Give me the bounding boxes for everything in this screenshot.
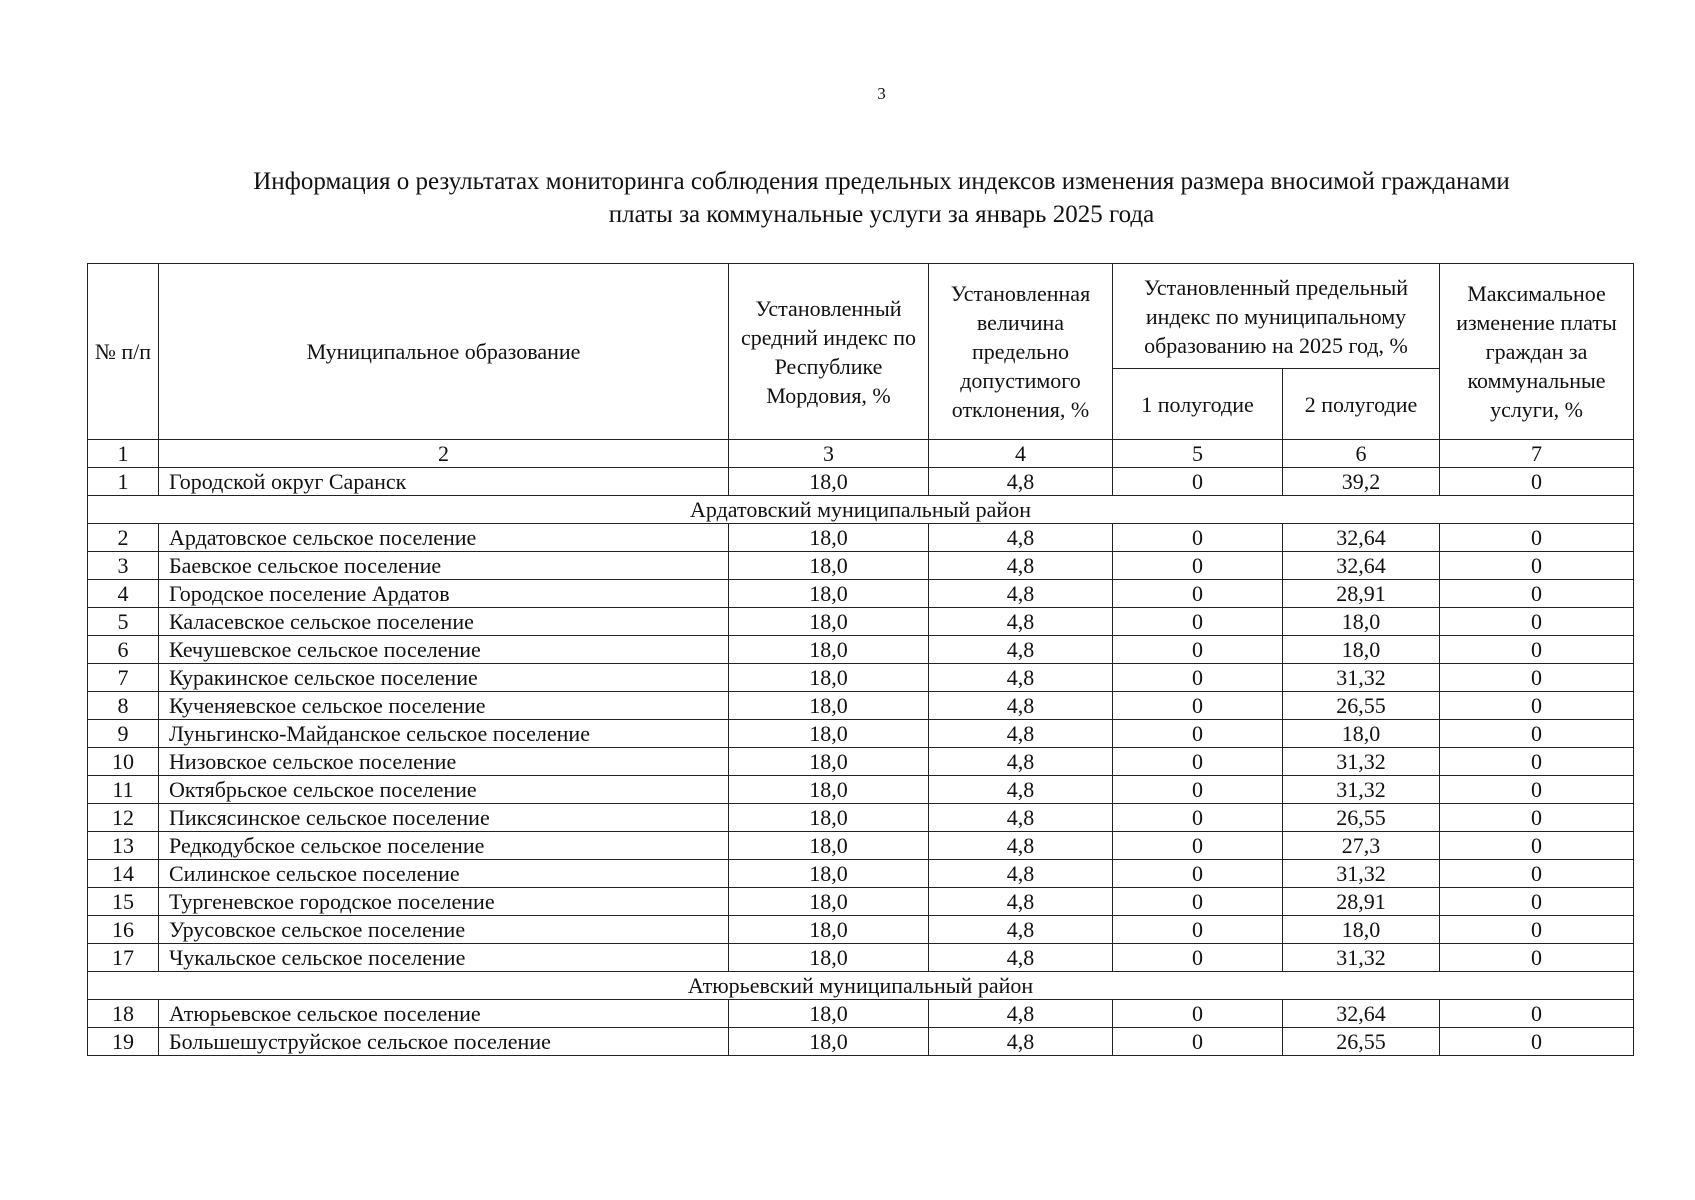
column-number: 7 xyxy=(1440,440,1634,468)
column-number: 4 xyxy=(929,440,1113,468)
row-max-change: 0 xyxy=(1440,860,1634,888)
row-municipality: Баевское сельское поселение xyxy=(159,552,729,580)
row-number: 9 xyxy=(88,720,159,748)
row-half-2: 32,64 xyxy=(1283,552,1440,580)
row-municipality: Атюрьевское сельское поселение xyxy=(159,1000,729,1028)
row-avg-index: 18,0 xyxy=(729,832,929,860)
row-deviation: 4,8 xyxy=(929,804,1113,832)
row-half-2: 31,32 xyxy=(1283,860,1440,888)
row-deviation: 4,8 xyxy=(929,1000,1113,1028)
row-deviation: 4,8 xyxy=(929,664,1113,692)
row-deviation: 4,8 xyxy=(929,720,1113,748)
row-number: 17 xyxy=(88,944,159,972)
row-half-1: 0 xyxy=(1113,832,1283,860)
row-max-change: 0 xyxy=(1440,608,1634,636)
column-number: 5 xyxy=(1113,440,1283,468)
row-avg-index: 18,0 xyxy=(729,524,929,552)
row-half-2: 18,0 xyxy=(1283,608,1440,636)
row-half-2: 32,64 xyxy=(1283,524,1440,552)
row-half-2: 39,2 xyxy=(1283,468,1440,496)
table-header xyxy=(88,264,1634,440)
row-deviation: 4,8 xyxy=(929,748,1113,776)
row-half-2: 31,32 xyxy=(1283,944,1440,972)
table-row xyxy=(88,888,1634,916)
row-half-1: 0 xyxy=(1113,580,1283,608)
row-max-change: 0 xyxy=(1440,944,1634,972)
row-half-1: 0 xyxy=(1113,944,1283,972)
row-half-1: 0 xyxy=(1113,916,1283,944)
row-municipality: Тургеневское городское поселение xyxy=(159,888,729,916)
column-number: 1 xyxy=(88,440,159,468)
row-half-1: 0 xyxy=(1113,692,1283,720)
row-avg-index: 18,0 xyxy=(729,804,929,832)
row-number: 4 xyxy=(88,580,159,608)
row-max-change: 0 xyxy=(1440,692,1634,720)
row-deviation: 4,8 xyxy=(929,1028,1113,1056)
title-line-1: Информация о результатах мониторинга соблюдения предельных индексов изменения размера вносимой гражданами xyxy=(253,168,1510,195)
page-number: 3 xyxy=(877,84,886,103)
row-avg-index: 18,0 xyxy=(729,720,929,748)
row-deviation: 4,8 xyxy=(929,524,1113,552)
row-deviation: 4,8 xyxy=(929,916,1113,944)
row-half-2: 26,55 xyxy=(1283,692,1440,720)
row-max-change: 0 xyxy=(1440,1000,1634,1028)
header-num: № п/п xyxy=(88,264,159,440)
row-municipality: Урусовское сельское поселение xyxy=(159,916,729,944)
table-row xyxy=(88,832,1634,860)
row-deviation: 4,8 xyxy=(929,468,1113,496)
row-deviation: 4,8 xyxy=(929,608,1113,636)
row-avg-index: 18,0 xyxy=(729,608,929,636)
row-deviation: 4,8 xyxy=(929,944,1113,972)
row-municipality: Октябрьское сельское поселение xyxy=(159,776,729,804)
row-half-2: 26,55 xyxy=(1283,1028,1440,1056)
row-avg-index: 18,0 xyxy=(729,636,929,664)
table-row xyxy=(88,468,1634,496)
row-half-2: 32,64 xyxy=(1283,1000,1440,1028)
row-max-change: 0 xyxy=(1440,636,1634,664)
row-municipality: Пиксясинское сельское поселение xyxy=(159,804,729,832)
row-avg-index: 18,0 xyxy=(729,888,929,916)
row-number: 6 xyxy=(88,636,159,664)
row-number: 7 xyxy=(88,664,159,692)
table-row xyxy=(88,748,1634,776)
row-half-2: 27,3 xyxy=(1283,832,1440,860)
row-avg-index: 18,0 xyxy=(729,1028,929,1056)
row-avg-index: 18,0 xyxy=(729,776,929,804)
row-avg-index: 18,0 xyxy=(729,944,929,972)
row-max-change: 0 xyxy=(1440,664,1634,692)
header-municipality: Муниципальное образование xyxy=(159,264,729,440)
table-row xyxy=(88,636,1634,664)
table-row xyxy=(88,580,1634,608)
row-half-1: 0 xyxy=(1113,636,1283,664)
row-half-2: 18,0 xyxy=(1283,720,1440,748)
row-avg-index: 18,0 xyxy=(729,580,929,608)
table-row xyxy=(88,860,1634,888)
title-line-2: платы за коммунальные услуги за январь 2025 года xyxy=(608,201,1155,228)
row-half-1: 0 xyxy=(1113,552,1283,580)
row-municipality: Городской округ Саранск xyxy=(159,468,729,496)
row-deviation: 4,8 xyxy=(929,692,1113,720)
row-number: 1 xyxy=(88,468,159,496)
row-avg-index: 18,0 xyxy=(729,468,929,496)
row-number: 12 xyxy=(88,804,159,832)
table-row xyxy=(88,552,1634,580)
row-half-1: 0 xyxy=(1113,720,1283,748)
row-municipality: Кученяевское сельское поселение xyxy=(159,692,729,720)
table-row xyxy=(88,916,1634,944)
header-deviation: Установленная величина предельно допустимого отклонения, % xyxy=(929,264,1113,440)
table-row xyxy=(88,1028,1634,1056)
row-municipality: Большешуструйское сельское поселение xyxy=(159,1028,729,1056)
row-deviation: 4,8 xyxy=(929,636,1113,664)
table-row xyxy=(88,608,1634,636)
row-number: 19 xyxy=(88,1028,159,1056)
row-avg-index: 18,0 xyxy=(729,860,929,888)
table-row xyxy=(88,524,1634,552)
row-half-2: 28,91 xyxy=(1283,888,1440,916)
row-municipality: Низовское сельское поселение xyxy=(159,748,729,776)
row-half-2: 28,91 xyxy=(1283,580,1440,608)
row-half-1: 0 xyxy=(1113,860,1283,888)
row-half-1: 0 xyxy=(1113,1000,1283,1028)
row-deviation: 4,8 xyxy=(929,888,1113,916)
row-number: 2 xyxy=(88,524,159,552)
row-max-change: 0 xyxy=(1440,832,1634,860)
row-municipality: Редкодубское сельское поселение xyxy=(159,832,729,860)
district-title: Ардатовский муниципальный район xyxy=(88,496,1634,524)
row-deviation: 4,8 xyxy=(929,552,1113,580)
table-row xyxy=(88,804,1634,832)
row-half-2: 18,0 xyxy=(1283,636,1440,664)
row-municipality: Городское поселение Ардатов xyxy=(159,580,729,608)
row-half-1: 0 xyxy=(1113,608,1283,636)
row-avg-index: 18,0 xyxy=(729,748,929,776)
table-row xyxy=(88,944,1634,972)
row-half-1: 0 xyxy=(1113,776,1283,804)
row-deviation: 4,8 xyxy=(929,776,1113,804)
row-half-2: 18,0 xyxy=(1283,916,1440,944)
row-max-change: 0 xyxy=(1440,916,1634,944)
row-deviation: 4,8 xyxy=(929,832,1113,860)
column-number: 3 xyxy=(729,440,929,468)
row-number: 11 xyxy=(88,776,159,804)
row-max-change: 0 xyxy=(1440,720,1634,748)
district-row xyxy=(88,496,1634,524)
row-max-change: 0 xyxy=(1440,776,1634,804)
row-half-2: 31,32 xyxy=(1283,748,1440,776)
district-row xyxy=(88,972,1634,1000)
row-municipality: Луньгинско-Майданское сельское поселение xyxy=(159,720,729,748)
row-max-change: 0 xyxy=(1440,524,1634,552)
header-half-2: 2 полугодие xyxy=(1283,369,1440,440)
table-row xyxy=(88,692,1634,720)
row-half-1: 0 xyxy=(1113,1028,1283,1056)
column-number-row xyxy=(88,440,1634,468)
table-row xyxy=(88,664,1634,692)
row-half-1: 0 xyxy=(1113,804,1283,832)
row-number: 5 xyxy=(88,608,159,636)
column-number: 2 xyxy=(159,440,729,468)
row-half-1: 0 xyxy=(1113,888,1283,916)
table-row xyxy=(88,776,1634,804)
row-avg-index: 18,0 xyxy=(729,916,929,944)
row-half-2: 26,55 xyxy=(1283,804,1440,832)
row-half-1: 0 xyxy=(1113,664,1283,692)
monitoring-table xyxy=(87,263,1634,1056)
row-number: 13 xyxy=(88,832,159,860)
row-max-change: 0 xyxy=(1440,888,1634,916)
document-title xyxy=(100,165,1663,231)
row-half-1: 0 xyxy=(1113,748,1283,776)
row-max-change: 0 xyxy=(1440,580,1634,608)
row-avg-index: 18,0 xyxy=(729,1000,929,1028)
row-half-1: 0 xyxy=(1113,468,1283,496)
header-half-1: 1 полугодие xyxy=(1113,369,1283,440)
row-max-change: 0 xyxy=(1440,468,1634,496)
row-number: 8 xyxy=(88,692,159,720)
row-half-2: 31,32 xyxy=(1283,776,1440,804)
row-avg-index: 18,0 xyxy=(729,692,929,720)
row-deviation: 4,8 xyxy=(929,580,1113,608)
row-number: 14 xyxy=(88,860,159,888)
row-max-change: 0 xyxy=(1440,804,1634,832)
row-municipality: Куракинское сельское поселение xyxy=(159,664,729,692)
row-municipality: Силинское сельское поселение xyxy=(159,860,729,888)
header-avg-index: Установленный средний индекс по Республике Мордовия, % xyxy=(729,264,929,440)
header-limit-index: Установленный предельный индекс по муниципальному образованию на 2025 год, % xyxy=(1113,264,1440,369)
header-max-change: Максимальное изменение платы граждан за коммунальные услуги, % xyxy=(1440,264,1634,440)
row-municipality: Чукальское сельское поселение xyxy=(159,944,729,972)
row-half-2: 31,32 xyxy=(1283,664,1440,692)
column-number: 6 xyxy=(1283,440,1440,468)
row-max-change: 0 xyxy=(1440,748,1634,776)
row-avg-index: 18,0 xyxy=(729,664,929,692)
row-half-1: 0 xyxy=(1113,524,1283,552)
row-max-change: 0 xyxy=(1440,1028,1634,1056)
row-number: 15 xyxy=(88,888,159,916)
row-number: 10 xyxy=(88,748,159,776)
table-row xyxy=(88,720,1634,748)
row-avg-index: 18,0 xyxy=(729,552,929,580)
row-municipality: Ардатовское сельское поселение xyxy=(159,524,729,552)
district-title: Атюрьевский муниципальный район xyxy=(88,972,1634,1000)
row-number: 16 xyxy=(88,916,159,944)
row-number: 18 xyxy=(88,1000,159,1028)
row-municipality: Каласевское сельское поселение xyxy=(159,608,729,636)
table-row xyxy=(88,1000,1634,1028)
row-municipality: Кечушевское сельское поселение xyxy=(159,636,729,664)
row-max-change: 0 xyxy=(1440,552,1634,580)
row-deviation: 4,8 xyxy=(929,860,1113,888)
row-number: 3 xyxy=(88,552,159,580)
